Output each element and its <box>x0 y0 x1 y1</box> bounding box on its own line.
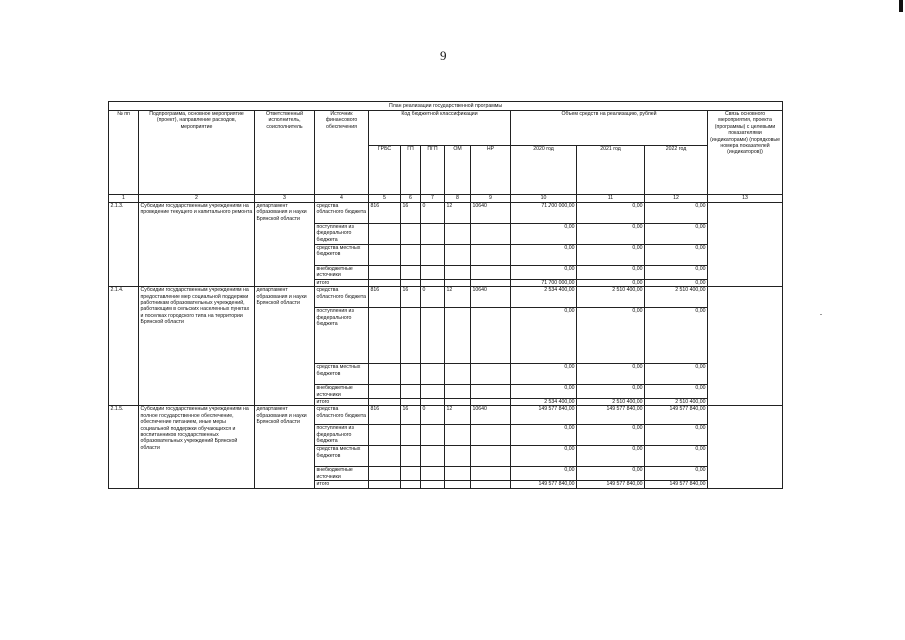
row-2022: 0,00 <box>645 245 708 266</box>
column-number: 2 <box>139 195 255 203</box>
column-number: 12 <box>645 195 708 203</box>
row-subprogram: Субсидии государственным учреждениям на предоставление мер социальной поддержки работникам образовательных учреждений, работающим в сельских населенных пунктах и поселках городского типа на территории Брянской области <box>139 287 255 406</box>
row-2022: 0,00 <box>645 203 708 224</box>
header-responsible: Ответственный исполнитель, соисполнитель <box>255 111 315 195</box>
row-2021: 149 577 840,00 <box>577 481 645 488</box>
header-om: ОМ <box>445 146 471 195</box>
row-source: средства областного бюджета <box>315 287 369 308</box>
row-pgp <box>421 224 445 245</box>
row-nr <box>471 467 511 481</box>
row-om <box>445 467 471 481</box>
table-body <box>109 203 783 489</box>
header-subprogram: Подпрограмма, основное мероприятие (проект), направление расходов, мероприятие <box>139 111 255 195</box>
row-source: средства местных бюджетов <box>315 446 369 467</box>
row-grbs: 816 <box>369 406 401 425</box>
row-2022: 0,00 <box>645 385 708 399</box>
row-grbs <box>369 266 401 280</box>
row-gp <box>401 385 421 399</box>
header-num: № пп <box>109 111 139 195</box>
row-source: итого <box>315 399 369 406</box>
row-gp <box>401 425 421 446</box>
scan-edge-mark <box>899 0 903 12</box>
row-source: внебюджетные источники <box>315 385 369 399</box>
row-om <box>445 266 471 280</box>
column-number: 6 <box>401 195 421 203</box>
row-responsible: департамент образования и науки Брянской области <box>255 203 315 287</box>
row-source: средства местных бюджетов <box>315 364 369 385</box>
row-nr <box>471 481 511 488</box>
header-grbs: ГРБС <box>369 146 401 195</box>
row-2022: 0,00 <box>645 446 708 467</box>
row-nr: 10640 <box>471 203 511 224</box>
row-nr <box>471 279 511 286</box>
row-grbs <box>369 481 401 488</box>
row-om: 12 <box>445 203 471 224</box>
row-responsible: департамент образования и науки Брянской области <box>255 287 315 406</box>
row-om: 12 <box>445 287 471 308</box>
header-pgp: ПГП <box>421 146 445 195</box>
row-gp <box>401 467 421 481</box>
row-2021: 0,00 <box>577 279 645 286</box>
row-number: 2.1.3. <box>109 203 139 287</box>
table-row <box>109 203 783 224</box>
row-om <box>445 279 471 286</box>
row-2022: 0,00 <box>645 266 708 280</box>
row-2022: 0,00 <box>645 364 708 385</box>
row-2021: 0,00 <box>577 224 645 245</box>
row-gp <box>401 364 421 385</box>
row-om <box>445 425 471 446</box>
row-2020: 71 700 000,00 <box>511 279 577 286</box>
column-number: 8 <box>445 195 471 203</box>
row-nr <box>471 385 511 399</box>
column-number: 7 <box>421 195 445 203</box>
row-pgp <box>421 385 445 399</box>
row-gp: 16 <box>401 203 421 224</box>
row-2020: 0,00 <box>511 224 577 245</box>
row-2020: 0,00 <box>511 385 577 399</box>
row-pgp <box>421 279 445 286</box>
row-2020: 0,00 <box>511 245 577 266</box>
row-om <box>445 224 471 245</box>
row-gp <box>401 224 421 245</box>
row-nr: 10640 <box>471 406 511 425</box>
row-2021: 2 510 400,00 <box>577 287 645 308</box>
row-gp <box>401 446 421 467</box>
row-source: итого <box>315 481 369 488</box>
row-2021: 149 577 840,00 <box>577 406 645 425</box>
column-number-row <box>109 195 783 203</box>
row-2021: 0,00 <box>577 385 645 399</box>
row-grbs <box>369 467 401 481</box>
row-om <box>445 399 471 406</box>
row-2022: 2 510 400,00 <box>645 287 708 308</box>
row-pgp <box>421 467 445 481</box>
header-2020: 2020 год <box>511 146 577 195</box>
header-nr: НР <box>471 146 511 195</box>
row-2020: 71 700 000,00 <box>511 203 577 224</box>
table-row <box>109 287 783 308</box>
scan-speck <box>820 314 822 315</box>
row-gp <box>401 481 421 488</box>
row-source: поступления из федерального бюджета <box>315 224 369 245</box>
row-pgp <box>421 245 445 266</box>
row-subprogram: Субсидии государственным учреждениям на полное государственное обеспечение, обеспечение питанием, иные меры социальной поддержки обучающихся и воспитанников государственных образовательных учреждений Брянской области <box>139 406 255 488</box>
table-title: План реализации государственной программы <box>109 102 783 111</box>
header-2022: 2022 год <box>645 146 708 195</box>
row-nr <box>471 224 511 245</box>
row-grbs <box>369 385 401 399</box>
row-number: 2.1.4. <box>109 287 139 406</box>
row-pgp <box>421 425 445 446</box>
row-grbs: 816 <box>369 203 401 224</box>
row-pgp <box>421 481 445 488</box>
row-grbs <box>369 399 401 406</box>
row-2022: 0,00 <box>645 425 708 446</box>
header-2021: 2021 год <box>577 146 645 195</box>
row-2022: 149 577 840,00 <box>645 481 708 488</box>
row-pgp <box>421 399 445 406</box>
row-om <box>445 308 471 364</box>
header-source: Источник финансового обеспечения <box>315 111 369 195</box>
row-pgp: 0 <box>421 203 445 224</box>
row-pgp: 0 <box>421 406 445 425</box>
row-pgp <box>421 364 445 385</box>
row-nr <box>471 425 511 446</box>
row-2020: 0,00 <box>511 467 577 481</box>
column-number: 4 <box>315 195 369 203</box>
row-2020: 2 534 400,00 <box>511 287 577 308</box>
row-om <box>445 245 471 266</box>
plan-table <box>108 101 783 489</box>
row-gp: 16 <box>401 287 421 308</box>
row-source: итого <box>315 279 369 286</box>
row-2020: 149 577 840,00 <box>511 406 577 425</box>
row-gp: 16 <box>401 406 421 425</box>
row-gp <box>401 279 421 286</box>
row-source: средства областного бюджета <box>315 203 369 224</box>
row-2022: 0,00 <box>645 279 708 286</box>
row-link <box>708 203 783 287</box>
row-grbs: 816 <box>369 287 401 308</box>
row-pgp: 0 <box>421 287 445 308</box>
column-number: 9 <box>471 195 511 203</box>
row-2021: 0,00 <box>577 467 645 481</box>
header-row <box>109 111 783 146</box>
row-pgp <box>421 308 445 364</box>
row-source: средства областного бюджета <box>315 406 369 425</box>
row-2020: 0,00 <box>511 425 577 446</box>
row-subprogram: Субсидии государственным учреждениям на проведение текущего и капитального ремонта <box>139 203 255 287</box>
row-nr: 10640 <box>471 287 511 308</box>
row-2021: 0,00 <box>577 425 645 446</box>
row-2020: 0,00 <box>511 308 577 364</box>
row-source: внебюджетные источники <box>315 266 369 280</box>
table-row <box>109 406 783 425</box>
row-nr <box>471 245 511 266</box>
page-number: 9 <box>440 48 447 63</box>
row-grbs <box>369 308 401 364</box>
row-pgp <box>421 266 445 280</box>
header-volume: Объем средств на реализацию, рублей <box>511 111 708 146</box>
column-number: 13 <box>708 195 783 203</box>
row-link <box>708 406 783 488</box>
row-gp <box>401 399 421 406</box>
row-source: внебюджетные источники <box>315 467 369 481</box>
column-number: 10 <box>511 195 577 203</box>
row-gp <box>401 266 421 280</box>
row-om: 12 <box>445 406 471 425</box>
row-source: поступления из федерального бюджета <box>315 425 369 446</box>
row-2020: 149 577 840,00 <box>511 481 577 488</box>
row-nr <box>471 399 511 406</box>
row-grbs <box>369 245 401 266</box>
row-2022: 2 510 400,00 <box>645 399 708 406</box>
row-2021: 0,00 <box>577 203 645 224</box>
row-grbs <box>369 224 401 245</box>
column-number: 3 <box>255 195 315 203</box>
row-2021: 0,00 <box>577 308 645 364</box>
row-2020: 2 534 400,00 <box>511 399 577 406</box>
row-2021: 0,00 <box>577 446 645 467</box>
row-2022: 149 577 840,00 <box>645 406 708 425</box>
row-pgp <box>421 446 445 467</box>
row-om <box>445 385 471 399</box>
row-2021: 2 510 400,00 <box>577 399 645 406</box>
column-number: 11 <box>577 195 645 203</box>
row-2022: 0,00 <box>645 224 708 245</box>
header-gp: ГП <box>401 146 421 195</box>
table-title-row <box>109 102 783 111</box>
row-source: средства местных бюджетов <box>315 245 369 266</box>
row-source: поступления из федерального бюджета <box>315 308 369 364</box>
row-link <box>708 287 783 406</box>
column-number: 5 <box>369 195 401 203</box>
row-om <box>445 446 471 467</box>
row-grbs <box>369 446 401 467</box>
row-nr <box>471 266 511 280</box>
row-2022: 0,00 <box>645 308 708 364</box>
column-number: 1 <box>109 195 139 203</box>
row-responsible: департамент образования и науки Брянской области <box>255 406 315 488</box>
row-2022: 0,00 <box>645 467 708 481</box>
row-nr <box>471 446 511 467</box>
row-number: 2.1.5. <box>109 406 139 488</box>
row-gp <box>401 308 421 364</box>
row-2020: 0,00 <box>511 266 577 280</box>
row-2021: 0,00 <box>577 364 645 385</box>
row-2020: 0,00 <box>511 446 577 467</box>
row-nr <box>471 308 511 364</box>
header-link: Связь основного мероприятия, проекта (программы) с целевыми показателями (индикаторами) (порядковые номера показателей (индикаторов)) <box>708 111 783 195</box>
row-nr <box>471 364 511 385</box>
row-2021: 0,00 <box>577 266 645 280</box>
row-grbs <box>369 279 401 286</box>
row-gp <box>401 245 421 266</box>
row-om <box>445 481 471 488</box>
header-budget-code: Код бюджетной классификации <box>369 111 511 146</box>
row-2020: 0,00 <box>511 364 577 385</box>
row-2021: 0,00 <box>577 245 645 266</box>
row-grbs <box>369 425 401 446</box>
row-om <box>445 364 471 385</box>
row-grbs <box>369 364 401 385</box>
